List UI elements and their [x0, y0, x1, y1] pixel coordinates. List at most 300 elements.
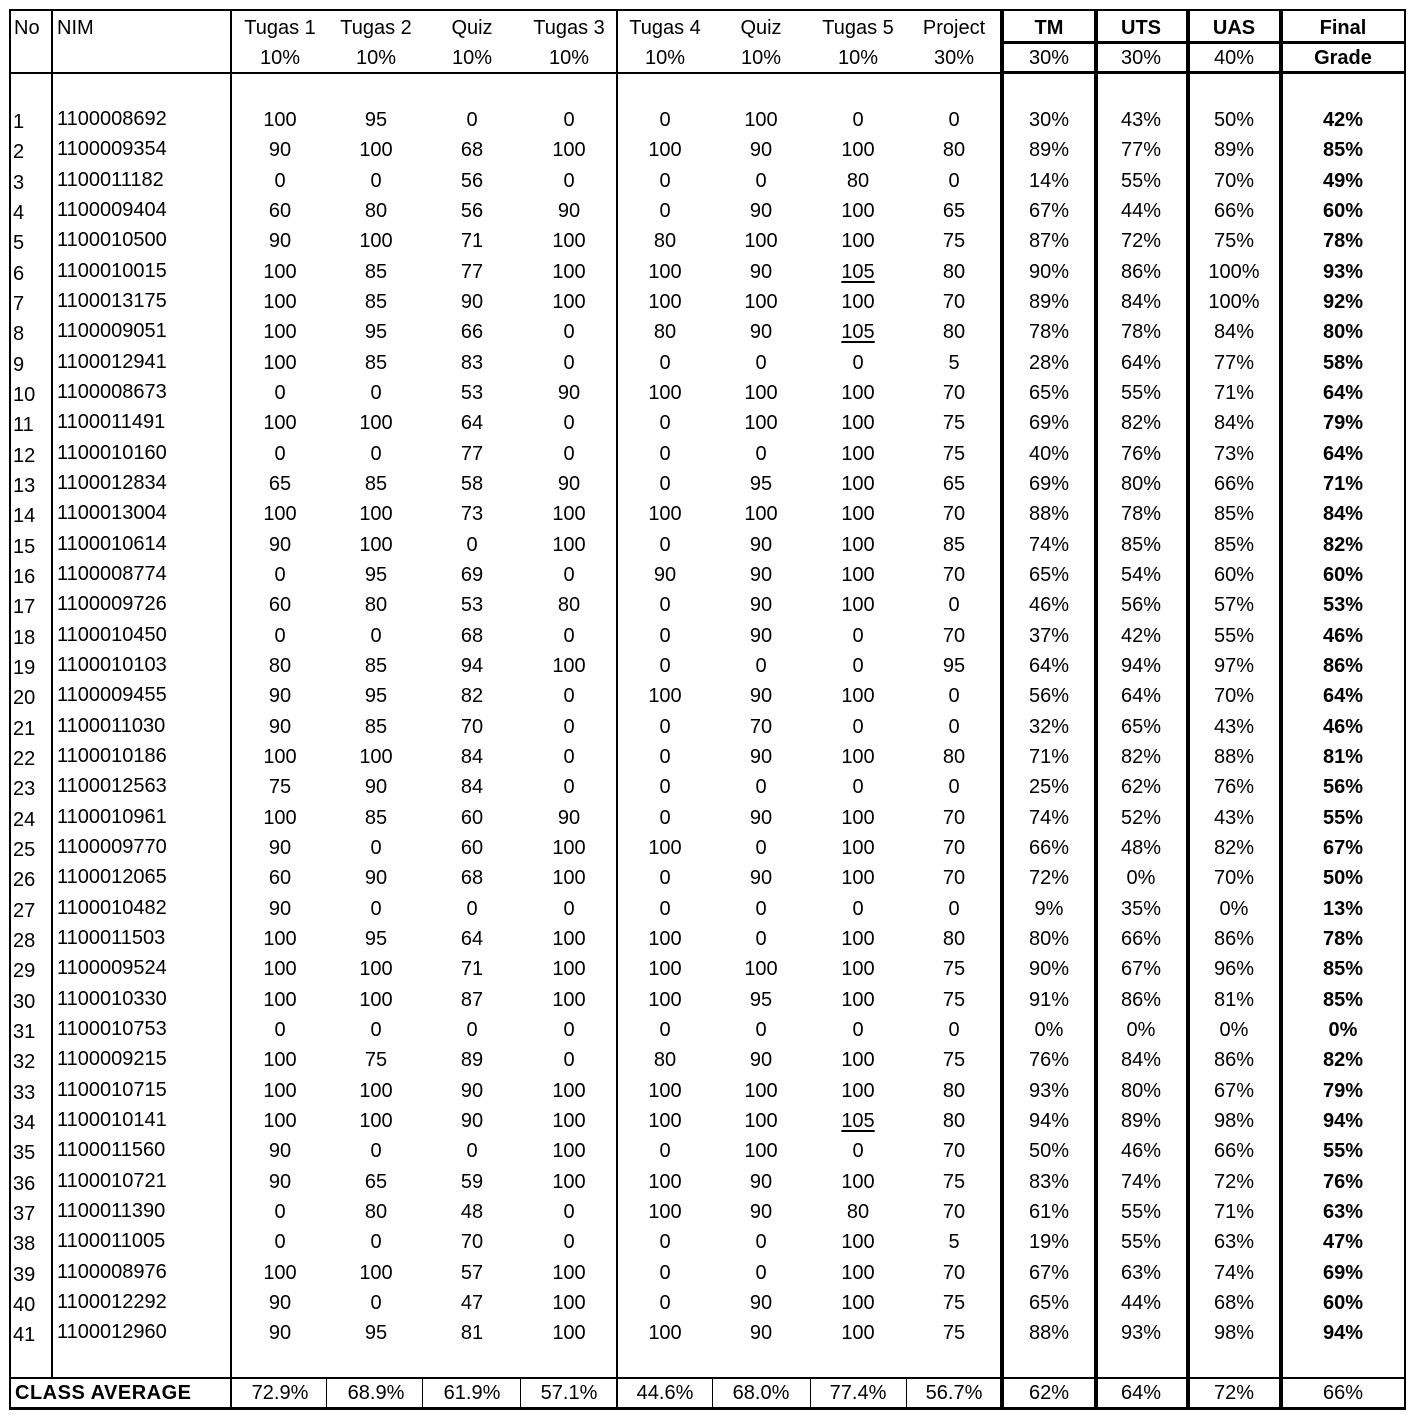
- row-uas: 84%: [1213, 412, 1255, 435]
- row-score: 0: [563, 1200, 575, 1223]
- row-score: 60: [268, 199, 292, 222]
- header-component-weight: 30%: [1120, 47, 1162, 69]
- row-tm: 74%: [1028, 806, 1070, 829]
- row-score: 75: [942, 442, 966, 465]
- row-score: 85: [364, 351, 388, 374]
- row-score: 70: [749, 715, 773, 738]
- row-score: 100: [841, 472, 875, 495]
- header-assignment-weight: 10%: [355, 47, 397, 69]
- row-score: 100: [841, 867, 875, 890]
- row-uts: 0%: [1126, 867, 1156, 890]
- header-assignment-weight: 10%: [644, 47, 686, 69]
- row-number: 16: [13, 565, 36, 588]
- row-score: 0: [659, 1018, 671, 1041]
- row-score: 0: [659, 715, 671, 738]
- row-score: 0: [852, 897, 864, 920]
- row-uts: 55%: [1120, 169, 1162, 192]
- row-uas: 75%: [1213, 230, 1255, 253]
- row-uas: 96%: [1213, 958, 1255, 981]
- row-nim: 1100009404: [57, 198, 167, 221]
- row-score: 100: [648, 260, 682, 283]
- header-assignment-weight: 10%: [837, 47, 879, 69]
- row-nim: 1100012065: [57, 866, 167, 889]
- row-score: 0: [466, 897, 478, 920]
- row-score: 95: [364, 927, 388, 950]
- row-score: 80: [846, 1200, 870, 1223]
- footer-rule-top: [9, 1377, 1406, 1379]
- row-uts: 55%: [1120, 1231, 1162, 1254]
- row-score: 0: [563, 1231, 575, 1254]
- row-score: 0: [948, 776, 960, 799]
- row-score: 100: [841, 381, 875, 404]
- row-tm: 88%: [1028, 1322, 1070, 1345]
- row-number: 35: [13, 1142, 36, 1165]
- row-score: 0: [563, 321, 575, 344]
- row-score: 105: [841, 1109, 875, 1132]
- row-score: 100: [359, 230, 393, 253]
- row-tm: 0%: [1034, 1018, 1064, 1041]
- column-divider: [810, 1378, 811, 1408]
- row-score: 80: [942, 1079, 966, 1102]
- row-uas: 55%: [1213, 624, 1255, 647]
- row-score: 100: [744, 503, 778, 526]
- row-score: 100: [841, 139, 875, 162]
- row-final-grade: 46%: [1322, 624, 1364, 647]
- row-score: 90: [749, 1170, 773, 1193]
- row-score: 0: [274, 1018, 286, 1041]
- row-score: 100: [552, 1140, 586, 1163]
- row-uts: 82%: [1120, 412, 1162, 435]
- row-score: 85: [364, 806, 388, 829]
- row-score: 75: [942, 988, 966, 1011]
- row-nim: 1100008976: [57, 1260, 167, 1283]
- row-score: 100: [552, 1322, 586, 1345]
- row-score: 0: [659, 654, 671, 677]
- header-assignment-name: Project: [922, 17, 986, 39]
- row-score: 100: [841, 1322, 875, 1345]
- row-score: 85: [942, 533, 966, 556]
- row-uts: 77%: [1120, 139, 1162, 162]
- row-score: 0: [659, 109, 671, 131]
- row-score: 90: [268, 139, 292, 162]
- row-uas: 71%: [1213, 1200, 1255, 1223]
- column-divider: [51, 9, 53, 1378]
- row-final-grade: 79%: [1322, 412, 1364, 435]
- row-final-grade: 78%: [1322, 927, 1364, 950]
- row-score: 100: [552, 1170, 586, 1193]
- row-uts: 63%: [1120, 1261, 1162, 1284]
- row-score: 80: [653, 230, 677, 253]
- row-score: 100: [359, 533, 393, 556]
- row-score: 100: [841, 1291, 875, 1314]
- row-score: 0: [659, 594, 671, 617]
- row-score: 95: [749, 988, 773, 1011]
- row-score: 65: [268, 472, 292, 495]
- row-uas: 50%: [1213, 109, 1255, 131]
- header-component-name: TM: [1034, 17, 1064, 39]
- row-score: 100: [263, 321, 297, 344]
- row-uas: 70%: [1213, 169, 1255, 192]
- column-divider: [616, 9, 618, 1410]
- row-uts: 56%: [1120, 594, 1162, 617]
- row-score: 80: [653, 1049, 677, 1072]
- row-nim: 1100010330: [57, 987, 167, 1010]
- row-score: 100: [744, 1140, 778, 1163]
- row-score: 95: [364, 1322, 388, 1345]
- row-final-grade: 82%: [1322, 1049, 1364, 1072]
- row-score: 90: [268, 230, 292, 253]
- row-tm: 88%: [1028, 503, 1070, 526]
- row-uas: 85%: [1213, 503, 1255, 526]
- row-score: 0: [370, 169, 382, 192]
- row-number: 37: [13, 1202, 36, 1225]
- row-score: 0: [852, 1140, 864, 1163]
- row-uts: 89%: [1120, 1109, 1162, 1132]
- row-score: 0: [563, 1018, 575, 1041]
- row-nim: 1100012563: [57, 775, 167, 798]
- column-divider: [422, 1378, 423, 1408]
- row-score: 90: [749, 685, 773, 708]
- row-score: 100: [552, 533, 586, 556]
- row-nim: 1100010450: [57, 623, 167, 646]
- row-uas: 97%: [1213, 654, 1255, 677]
- row-score: 0: [659, 776, 671, 799]
- row-score: 0: [659, 806, 671, 829]
- row-tm: 32%: [1028, 715, 1070, 738]
- row-final-grade: 82%: [1322, 533, 1364, 556]
- row-score: 90: [749, 624, 773, 647]
- row-nim: 1100010961: [57, 805, 167, 828]
- row-final-grade: 46%: [1322, 715, 1364, 738]
- row-nim: 1100012941: [57, 350, 167, 373]
- row-nim: 1100008673: [57, 380, 167, 403]
- row-score: 0: [370, 1140, 382, 1163]
- row-score: 100: [744, 1109, 778, 1132]
- row-score: 90: [749, 867, 773, 890]
- row-score: 0: [563, 897, 575, 920]
- row-number: 24: [13, 808, 36, 831]
- row-final-grade: 81%: [1322, 745, 1364, 768]
- row-score: 100: [744, 109, 778, 131]
- header-assignment-weight: 10%: [451, 47, 493, 69]
- row-score: 100: [841, 199, 875, 222]
- row-score: 0: [659, 169, 671, 192]
- row-score: 0: [466, 109, 478, 131]
- row-score: 82: [460, 685, 484, 708]
- row-uas: 43%: [1213, 715, 1255, 738]
- row-uas: 86%: [1213, 927, 1255, 950]
- column-divider: [230, 9, 232, 1410]
- row-score: 0: [563, 412, 575, 435]
- row-score: 80: [942, 745, 966, 768]
- row-nim: 1100008774: [57, 562, 167, 585]
- row-final-grade: 84%: [1322, 503, 1364, 526]
- row-score: 90: [460, 290, 484, 313]
- row-uas: 72%: [1213, 1170, 1255, 1193]
- row-score: 100: [359, 503, 393, 526]
- row-score: 100: [744, 230, 778, 253]
- row-final-grade: 71%: [1322, 472, 1364, 495]
- row-score: 100: [841, 442, 875, 465]
- row-score: 100: [359, 745, 393, 768]
- row-uas: 88%: [1213, 745, 1255, 768]
- row-score: 90: [268, 897, 292, 920]
- row-score: 100: [841, 685, 875, 708]
- row-uas: 82%: [1213, 836, 1255, 859]
- row-uts: 67%: [1120, 958, 1162, 981]
- row-final-grade: 85%: [1322, 958, 1364, 981]
- row-uts: 78%: [1120, 321, 1162, 344]
- row-nim: 1100011030: [57, 714, 166, 737]
- row-score: 100: [552, 139, 586, 162]
- row-score: 100: [359, 1109, 393, 1132]
- row-score: 59: [460, 1170, 484, 1193]
- row-uas: 60%: [1213, 563, 1255, 586]
- row-nim: 1100010141: [57, 1108, 167, 1131]
- class-average-value: 68.9%: [347, 1382, 405, 1404]
- row-score: 90: [268, 836, 292, 859]
- header-no: No: [14, 17, 40, 39]
- row-tm: 93%: [1028, 1079, 1070, 1102]
- row-uts: 66%: [1120, 927, 1162, 950]
- row-nim: 1100011005: [57, 1230, 166, 1253]
- row-score: 90: [749, 594, 773, 617]
- row-score: 56: [460, 199, 484, 222]
- row-score: 70: [942, 806, 966, 829]
- row-uts: 93%: [1120, 1322, 1162, 1345]
- row-score: 100: [263, 1109, 297, 1132]
- row-score: 0: [274, 563, 286, 586]
- row-score: 100: [263, 927, 297, 950]
- row-uas: 100%: [1208, 260, 1260, 283]
- row-score: 0: [659, 867, 671, 890]
- row-number: 31: [13, 1020, 36, 1043]
- row-score: 84: [460, 745, 484, 768]
- table-border-left: [9, 9, 11, 1410]
- row-score: 100: [841, 594, 875, 617]
- row-score: 85: [364, 654, 388, 677]
- row-final-grade: 50%: [1322, 867, 1364, 890]
- row-score: 90: [268, 533, 292, 556]
- row-score: 68: [460, 139, 484, 162]
- column-divider-thick: [1186, 9, 1190, 1410]
- column-divider: [906, 1378, 907, 1408]
- row-score: 95: [749, 472, 773, 495]
- row-score: 0: [659, 897, 671, 920]
- row-uas: 71%: [1213, 381, 1255, 404]
- row-uts: 94%: [1120, 654, 1162, 677]
- row-uts: 46%: [1120, 1140, 1162, 1163]
- header-component-weight: 40%: [1213, 47, 1255, 69]
- row-tm: 65%: [1028, 1291, 1070, 1314]
- column-divider-thick: [1094, 9, 1098, 1410]
- row-score: 100: [648, 1200, 682, 1223]
- row-score: 77: [460, 442, 484, 465]
- row-tm: 90%: [1028, 260, 1070, 283]
- row-score: 0: [659, 412, 671, 435]
- row-score: 0: [948, 169, 960, 192]
- row-score: 100: [841, 1079, 875, 1102]
- row-score: 73: [460, 503, 484, 526]
- row-tm: 64%: [1028, 654, 1070, 677]
- row-uas: 0%: [1219, 1018, 1249, 1041]
- row-score: 90: [268, 715, 292, 738]
- row-score: 100: [263, 503, 297, 526]
- class-average-final: 66%: [1322, 1382, 1364, 1404]
- row-score: 80: [846, 169, 870, 192]
- row-final-grade: 85%: [1322, 139, 1364, 162]
- row-nim: 1100010160: [57, 441, 167, 464]
- row-nim: 1100010015: [57, 259, 167, 282]
- row-score: 100: [552, 503, 586, 526]
- row-score: 80: [364, 594, 388, 617]
- row-nim: 1100008692: [57, 108, 167, 130]
- row-tm: 69%: [1028, 472, 1070, 495]
- row-nim: 1100010715: [57, 1078, 167, 1101]
- row-uts: 44%: [1120, 1291, 1162, 1314]
- row-score: 100: [263, 988, 297, 1011]
- row-uts: 80%: [1120, 472, 1162, 495]
- row-nim: 1100010753: [57, 1017, 167, 1040]
- row-tm: 67%: [1028, 199, 1070, 222]
- row-score: 85: [364, 715, 388, 738]
- row-score: 90: [749, 1049, 773, 1072]
- row-nim: 1100010614: [57, 532, 167, 555]
- row-uas: 98%: [1213, 1109, 1255, 1132]
- row-score: 84: [460, 776, 484, 799]
- row-final-grade: 49%: [1322, 169, 1364, 192]
- row-nim: 1100011503: [57, 926, 166, 949]
- row-score: 0: [852, 624, 864, 647]
- row-score: 0: [852, 654, 864, 677]
- row-score: 90: [557, 381, 581, 404]
- row-uts: 52%: [1120, 806, 1162, 829]
- row-final-grade: 86%: [1322, 654, 1364, 677]
- row-score: 75: [942, 230, 966, 253]
- row-score: 100: [552, 836, 586, 859]
- row-score: 0: [563, 776, 575, 799]
- row-score: 80: [942, 1109, 966, 1132]
- row-nim: 1100009455: [57, 684, 167, 707]
- row-score: 95: [364, 321, 388, 344]
- row-score: 0: [852, 351, 864, 374]
- row-score: 0: [370, 836, 382, 859]
- row-tm: 80%: [1028, 927, 1070, 950]
- row-score: 105: [841, 321, 875, 344]
- row-final-grade: 56%: [1322, 776, 1364, 799]
- row-score: 75: [364, 1049, 388, 1072]
- row-score: 60: [268, 867, 292, 890]
- row-number: 5: [13, 232, 25, 255]
- row-score: 0: [274, 169, 286, 192]
- row-score: 0: [370, 381, 382, 404]
- row-score: 57: [460, 1261, 484, 1284]
- row-uas: 70%: [1213, 867, 1255, 890]
- row-uts: 55%: [1120, 1200, 1162, 1223]
- row-number: 7: [13, 292, 25, 315]
- row-score: 85: [364, 290, 388, 313]
- row-number: 40: [13, 1293, 36, 1316]
- row-score: 80: [364, 1200, 388, 1223]
- row-score: 90: [557, 806, 581, 829]
- row-score: 70: [942, 290, 966, 313]
- row-final-grade: 55%: [1322, 806, 1364, 829]
- row-uts: 43%: [1120, 109, 1162, 131]
- row-score: 0: [274, 442, 286, 465]
- row-uts: 80%: [1120, 1079, 1162, 1102]
- row-uts: 54%: [1120, 563, 1162, 586]
- row-score: 100: [263, 958, 297, 981]
- row-final-grade: 80%: [1322, 321, 1364, 344]
- row-score: 90: [460, 1079, 484, 1102]
- row-uts: 86%: [1120, 988, 1162, 1011]
- row-tm: 89%: [1028, 139, 1070, 162]
- row-score: 100: [552, 927, 586, 950]
- row-score: 100: [648, 1322, 682, 1345]
- row-score: 0: [563, 685, 575, 708]
- row-score: 100: [841, 745, 875, 768]
- row-score: 80: [557, 594, 581, 617]
- row-uts: 64%: [1120, 351, 1162, 374]
- row-number: 32: [13, 1051, 36, 1074]
- row-score: 80: [942, 927, 966, 950]
- row-uts: 64%: [1120, 685, 1162, 708]
- header-assignment-name: Tugas 3: [533, 17, 605, 39]
- row-score: 60: [268, 594, 292, 617]
- row-number: 25: [13, 838, 36, 861]
- row-uas: 89%: [1213, 139, 1255, 162]
- row-score: 80: [268, 654, 292, 677]
- row-score: 100: [648, 139, 682, 162]
- row-number: 23: [13, 778, 36, 801]
- row-nim: 1100010500: [57, 229, 167, 252]
- row-score: 100: [744, 412, 778, 435]
- row-tm: 66%: [1028, 836, 1070, 859]
- row-final-grade: 60%: [1322, 1291, 1364, 1314]
- row-score: 0: [563, 563, 575, 586]
- row-score: 75: [942, 1170, 966, 1193]
- row-number: 36: [13, 1172, 36, 1195]
- row-score: 80: [364, 199, 388, 222]
- row-score: 90: [364, 867, 388, 890]
- header-component-name: UAS: [1212, 17, 1256, 39]
- row-uts: 74%: [1120, 1170, 1162, 1193]
- row-score: 100: [841, 290, 875, 313]
- row-score: 90: [557, 472, 581, 495]
- row-score: 0: [755, 776, 767, 799]
- row-number: 2: [13, 141, 25, 164]
- row-score: 85: [364, 472, 388, 495]
- row-uas: 84%: [1213, 321, 1255, 344]
- row-score: 60: [460, 836, 484, 859]
- row-score: 100: [841, 836, 875, 859]
- row-score: 70: [942, 1140, 966, 1163]
- row-score: 5: [948, 1231, 960, 1254]
- row-final-grade: 64%: [1322, 685, 1364, 708]
- row-tm: 37%: [1028, 624, 1070, 647]
- row-score: 90: [557, 199, 581, 222]
- class-average-value: 44.6%: [636, 1382, 694, 1404]
- row-score: 100: [552, 1291, 586, 1314]
- row-score: 100: [263, 1049, 297, 1072]
- row-score: 65: [942, 472, 966, 495]
- row-uas: 68%: [1213, 1291, 1255, 1314]
- row-nim: 1100009354: [57, 138, 167, 161]
- header-rule-thick: [1002, 71, 1406, 74]
- class-average-value: 57.1%: [540, 1382, 598, 1404]
- row-score: 0: [563, 351, 575, 374]
- row-score: 100: [841, 412, 875, 435]
